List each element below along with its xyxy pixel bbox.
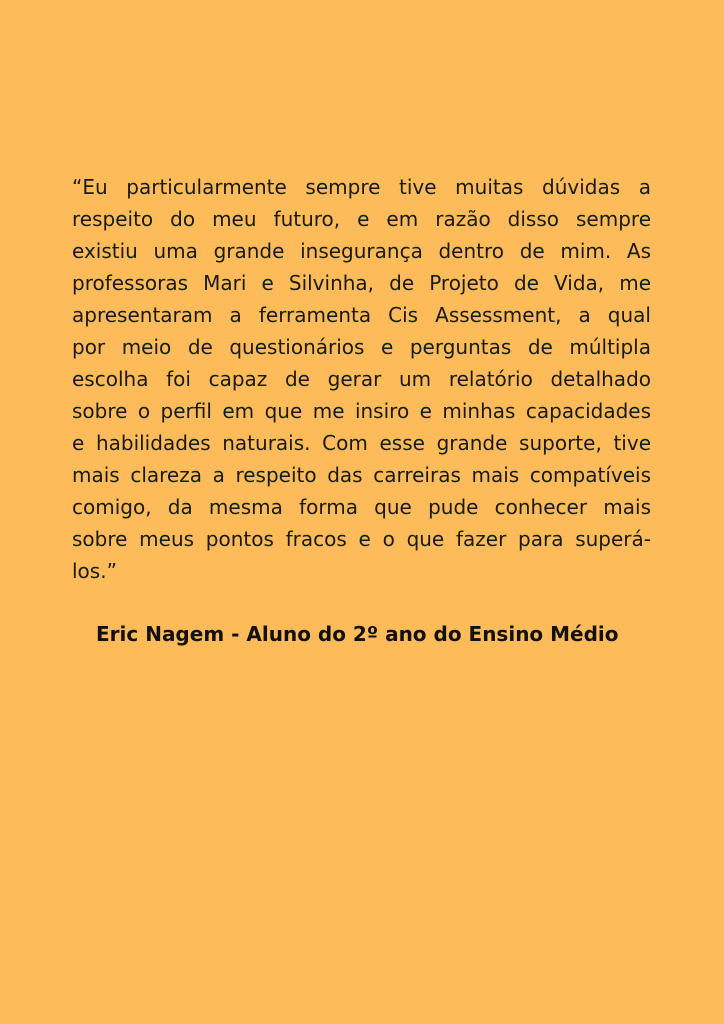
quote-line: comigo, da mesma forma que pude conhecer mais xyxy=(72,495,651,519)
quote-line: “Eu particularmente sempre tive muitas dúvidas a xyxy=(72,175,651,199)
quote-line: sobre o perfil em que me insiro e minhas capacidades xyxy=(72,399,651,423)
quote-line: e habilidades naturais. Com esse grande suporte, tive xyxy=(72,431,651,455)
quote-line: los.” xyxy=(72,559,117,583)
testimonial-quote xyxy=(72,171,651,587)
quote-line: apresentaram a ferramenta Cis Assessment, a qual xyxy=(72,303,651,327)
quote-line: professoras Mari e Silvinha, de Projeto de Vida, me xyxy=(72,271,651,295)
quote-line: sobre meus pontos fracos e o que fazer para superá- xyxy=(72,527,651,551)
quote-line: mais clareza a respeito das carreiras mais compatíveis xyxy=(72,463,651,487)
quote-line: por meio de questionários e perguntas de múltipla xyxy=(72,335,651,359)
testimonial-attribution: Eric Nagem - Aluno do 2º ano do Ensino Médio xyxy=(96,622,619,646)
quote-line: existiu uma grande insegurança dentro de mim. As xyxy=(72,239,651,263)
quote-line: escolha foi capaz de gerar um relatório detalhado xyxy=(72,367,651,391)
quote-line: respeito do meu futuro, e em razão disso sempre xyxy=(72,207,651,231)
